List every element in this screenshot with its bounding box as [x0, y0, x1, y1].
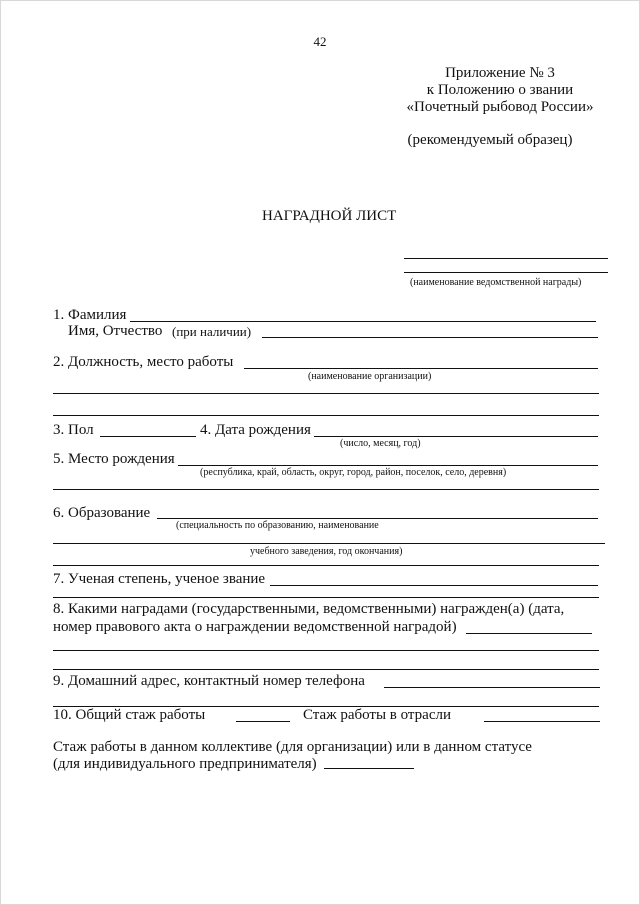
- education-field-3[interactable]: [53, 565, 599, 566]
- awards-field-3[interactable]: [53, 669, 599, 670]
- award-name-line-1[interactable]: [404, 258, 608, 259]
- sex-label: 3. Пол: [53, 422, 94, 438]
- position-label: 2. Должность, место работы: [53, 354, 234, 370]
- total-experience-field[interactable]: [236, 721, 290, 722]
- education-label: 6. Образование: [53, 505, 151, 521]
- education-caption-2: учебного заведения, год окончания): [250, 546, 403, 557]
- name-field[interactable]: [262, 337, 598, 338]
- awards-field[interactable]: [466, 633, 592, 634]
- awards-question-line-1: 8. Какими наградами (государственными, ведомственными) награжден(а) (дата,: [53, 601, 565, 617]
- birthplace-label: 5. Место рождения: [53, 451, 175, 467]
- appendix-line-1: Приложение № 3: [445, 65, 555, 81]
- position-field-3[interactable]: [53, 415, 599, 416]
- birthplace-field-2[interactable]: [53, 489, 599, 490]
- awards-question-line-2: номер правового акта о награждении ведомственной наградой): [53, 619, 457, 635]
- industry-experience-label: Стаж работы в отрасли: [303, 707, 451, 723]
- birthdate-caption: (число, месяц, год): [340, 438, 421, 449]
- birthdate-field[interactable]: [314, 436, 598, 437]
- surname-field[interactable]: [130, 321, 596, 322]
- birthplace-caption: (республика, край, область, округ, город, район, поселок, село, деревня): [200, 467, 507, 478]
- address-field[interactable]: [384, 687, 600, 688]
- collective-experience-field[interactable]: [324, 768, 414, 769]
- name-label: Имя, Отчество: [68, 323, 163, 339]
- education-field-2[interactable]: [53, 543, 605, 544]
- position-field[interactable]: [244, 368, 598, 369]
- page-number: 42: [313, 34, 327, 49]
- total-experience-label: 10. Общий стаж работы: [53, 707, 206, 723]
- degree-field-2[interactable]: [53, 597, 599, 598]
- degree-field[interactable]: [270, 585, 598, 586]
- award-name-line-2[interactable]: [404, 272, 608, 273]
- industry-experience-field[interactable]: [484, 721, 600, 722]
- document-title: НАГРАДНОЙ ЛИСТ: [262, 208, 397, 224]
- sex-field[interactable]: [100, 436, 196, 437]
- address-label: 9. Домашний адрес, контактный номер телефона: [53, 673, 365, 689]
- degree-label: 7. Ученая степень, ученое звание: [53, 571, 266, 587]
- appendix-line-3: «Почетный рыбовод России»: [406, 99, 594, 115]
- awards-field-2[interactable]: [53, 650, 599, 651]
- award-caption: (наименование ведомственной награды): [410, 277, 582, 288]
- appendix-line-2: к Положению о звании: [426, 82, 574, 98]
- birthdate-label: 4. Дата рождения: [200, 422, 311, 438]
- education-field[interactable]: [157, 518, 598, 519]
- sample-note: (рекомендуемый образец): [407, 132, 573, 148]
- position-caption: (наименование организации): [308, 371, 432, 382]
- collective-experience-line-1: Стаж работы в данном коллективе (для организации) или в данном статусе: [53, 739, 532, 755]
- education-caption-1: (специальность по образованию, наименование: [176, 520, 379, 531]
- birthplace-field[interactable]: [178, 465, 598, 466]
- name-note: (при наличии): [172, 324, 252, 339]
- position-field-2[interactable]: [53, 393, 599, 394]
- collective-experience-line-2: (для индивидуального предпринимателя): [53, 756, 317, 772]
- surname-label: 1. Фамилия: [53, 307, 127, 323]
